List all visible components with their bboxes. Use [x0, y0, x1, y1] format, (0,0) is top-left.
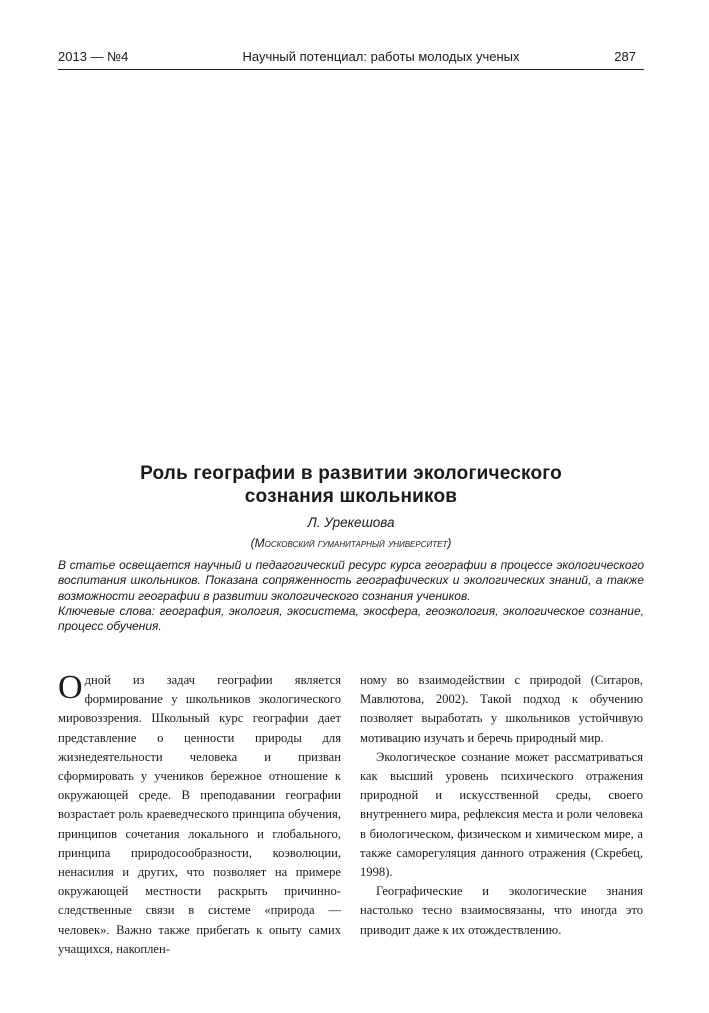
- author-affiliation: (Московский гуманитарный университет): [250, 536, 452, 550]
- body-column-right: [360, 671, 643, 940]
- article-title: [58, 462, 644, 508]
- paragraph-knowledge-link: Географические и экологические знания настолько тесно взаимосвязаны, что иногда это приводит даже к их отождествлению.: [360, 884, 643, 937]
- keywords-text: Ключевые слова: география, экология, экосистема, экосфера, геоэкология, экологическое сознание, процесс обучения.: [58, 603, 644, 634]
- paragraph-intro: [58, 671, 341, 959]
- title-line-1: Роль географии в развитии экологического: [140, 463, 562, 484]
- title-line-2: сознания школьников: [244, 486, 458, 507]
- author-name: Л. Урекешова: [307, 515, 395, 530]
- abstract-text: В статье освещается научный и педагогический ресурс курса географии в процессе экологического воспитания школьников. Показана сопряженность географических и экологических знаний, а также возможности географии в развитии экологического сознания учеников.: [58, 558, 644, 603]
- drop-cap: О: [58, 669, 83, 706]
- paragraph-intro-text: дной из задач географии является формирование у школьников экологического мировоззрения. Школьный курс географии дает представление о ценности природы для жизнедеятельности человека и призван сформировать у учеников бережное отношение к окружающей среде. В преподавании географии возрастает роль краеведческого принципа обучения, принципов сочетания локального и глобального, принципа природосообразности, коэволюции, ненасилия и других, что позволяет на примере окружающей местности раскрыть причинно-следственные связи в системе «природа — человек». Важно также прибегать к опыту самих учащихся, накоплен-: [58, 673, 341, 956]
- page-number: 287: [614, 48, 636, 64]
- issue-number: 2013 — №4: [58, 48, 129, 64]
- paragraph-ecological-consciousness: Экологическое сознание может рассматриваться как высший уровень психического отражения природной и искусственной среды, своего внутреннего мира, рефлексия места и роли человека в биологическом, физическом и химическом мире, а также саморегуляция данного отражения (Скребец, 1998).: [360, 749, 643, 880]
- body-column-left: [58, 671, 341, 959]
- paragraph-continuation: ному во взаимодействии с природой (Ситаров, Мавлютова, 2002). Такой подход к обучению позволяет выработать у школьников устойчивую мотивацию изучать и беречь природный мир.: [360, 673, 643, 745]
- journal-title: Научный потенциал: работы молодых ученых: [242, 48, 520, 64]
- running-header: [58, 46, 644, 70]
- abstract-block: [58, 558, 644, 634]
